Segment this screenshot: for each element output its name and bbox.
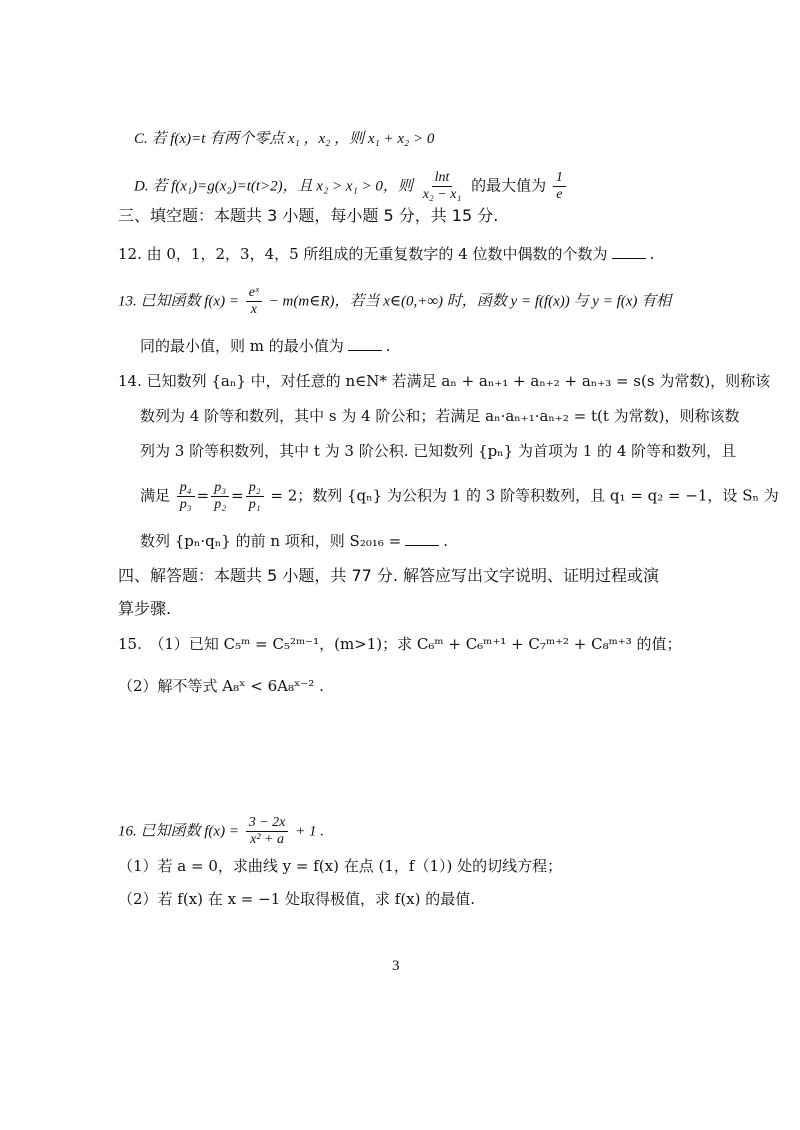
answer-blank — [405, 533, 439, 546]
option-d: D. 若 f(x₁)=g(x₂)=t(t>2)，且 x₂ > x₁ > 0，则 $\frac{\ln t}{\text{x₂ − x₁}}$ 的最大值为 $\frac{1}{e}$ — [134, 170, 568, 203]
section-4-heading-line2: 算步骤. — [118, 599, 172, 618]
q13-fraction: $\frac{\text{eˣ}}{x}$ — [246, 285, 262, 318]
option-d-text: D. 若 f(x₁)=g(x₂)=t(t>2)，且 x₂ > x₁ > 0，则 — [134, 178, 413, 195]
question-14-line1: 14. 已知数列 {aₙ} 中，对任意的 n∈N* 若满足 aₙ + aₙ₊₁ + aₙ₊₂ + aₙ₊₃ = s(s 为常数)，则称该 — [118, 372, 771, 390]
question-13: 13. 已知函数 f(x) = $\frac{\text{eˣ}}{x}$ − m(m∈R)，若当 x∈(0,+∞) 时，函数 y = f(f(x)) 与 y = f(x) 有相 — [118, 285, 672, 317]
option-c-text: C. 若 f(x)=t 有两个零点 x₁ ，x₂ ，则 x₁ + x₂ > 0 — [134, 131, 435, 147]
q14-fraction-1: $\frac{\text{p₄}}{\text{p₃}}$ — [177, 480, 195, 513]
q14-fraction-3: $\frac{\text{p₂}}{\text{p₁}}$ — [246, 480, 264, 513]
section-3-heading: 三、填空题：本题共 3 小题，每小题 5 分，共 15 分. — [118, 206, 499, 225]
question-16-part2: （2）若 f(x) 在 x = −1 处取得极值，求 f(x) 的最值. — [118, 890, 476, 908]
question-13-line2: 同的最小值，则 m 的最小值为 . — [140, 337, 391, 355]
question-15-part2: （2）解不等式 A₈ˣ < 6A₈ˣ⁻² . — [118, 677, 324, 695]
question-14-line2: 数列为 4 阶等和数列，其中 s 为 4 阶公和；若满足 aₙ·aₙ₊₁·aₙ₊₂ = t(t 为常数)，则称该数 — [140, 407, 740, 425]
q16-fraction: $\frac{3 - 2x}{\text{x² + a}}$ — [246, 815, 289, 848]
option-d-answer-fraction: $\frac{1}{e}$ — [553, 170, 566, 203]
question-12: 12. 由 0，1，2，3，4，5 所组成的无重复数字的 4 位数中偶数的个数为 . — [118, 245, 655, 263]
question-15-part1: 15. （1）已知 C₅ᵐ = C₅²ᵐ⁻¹，(m>1)；求 C₆ᵐ + C₆ᵐ⁺¹ + C₇ᵐ⁺² + C₈ᵐ⁺³ 的值； — [118, 635, 682, 653]
option-c — [134, 127, 434, 150]
question-16-part1: （1）若 a = 0，求曲线 y = f(x) 在点 (1，f（1）) 处的切线方程； — [118, 857, 563, 875]
page-number: 3 — [392, 958, 400, 974]
answer-blank — [348, 338, 382, 351]
question-14-line5: 数列 {pₙ·qₙ} 的前 n 项和，则 S₂₀₁₆ = . — [140, 532, 448, 550]
section-4-heading: 四、解答题：本题共 5 小题，共 77 分. 解答应写出文字说明、证明过程或演 — [118, 566, 660, 585]
question-14-line3: 列为 3 阶等积数列，其中 t 为 3 阶公积. 已知数列 {pₙ} 为首项为 1 的 4 阶等和数列，且 — [140, 442, 737, 460]
question-16: 16. 已知函数 f(x) = $\frac{3 - 2x}{\text{x² + a}}$ + 1 . — [118, 815, 325, 847]
option-d-fraction: $\frac{\ln t}{\text{x₂ − x₁}}$ — [422, 170, 462, 202]
q14-fraction-2: $\frac{\text{p₃}}{\text{p₂}}$ — [211, 480, 229, 513]
answer-blank — [612, 246, 646, 259]
question-14-line4: 满足 $\frac{\text{p₄}}{\text{p₃}}$ = $\frac{\text{p₃}}{\text{p₂}}$ = $\frac{\text{p₂}}{\text{p₁}}$ = 2；数列 {qₙ} 为公积为 1 的 3 阶等积数列，且 q₁ = q₂ = −1，设 Sₙ 为 — [140, 480, 779, 512]
